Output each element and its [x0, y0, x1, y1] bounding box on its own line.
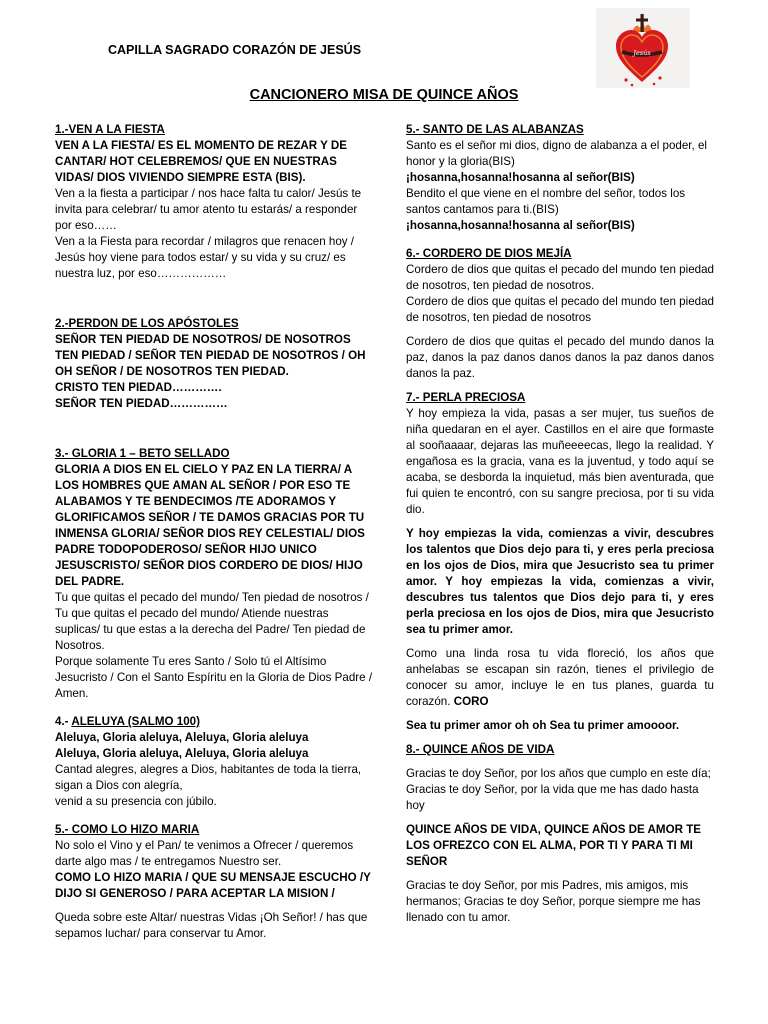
song-title: 8.- QUINCE AÑOS DE VIDA — [406, 743, 555, 756]
song-title: 7.- PERLA PRECIOSA — [406, 391, 526, 404]
song-verse: Bendito el que viene en el nombre del señor, todos los santos cantamos para ti.(BIS) — [406, 187, 686, 216]
song-verse: Porque solamente Tu eres Santo / Solo tú el Altísimo Jesucristo / Con el Santo Espíritu en la Gloria de Dios Padre / Amen. — [55, 655, 373, 700]
song-chorus: ¡hosanna,hosanna!hosanna al señor(BIS) — [406, 219, 635, 232]
song-title: 5.- SANTO DE LAS ALABANZAS — [406, 123, 584, 136]
right-column — [406, 122, 714, 926]
song-line: Sea tu primer amor oh oh Sea tu primer amoooor. — [406, 719, 680, 732]
song-title: 2.-PERDON DE LOS APÓSTOLES — [55, 317, 239, 330]
song-line: Aleluya, Gloria aleluya, Aleluya, Gloria aleluya — [55, 731, 309, 744]
logo-text: Jesús — [633, 49, 651, 57]
song-line: CRISTO TEN PIEDAD…………. — [55, 381, 222, 394]
song-verse: Ven a la Fiesta para recordar / milagros que renacen hoy / Jesús hoy viene para todos estar/ y su vida y su cruz/ es nuestra luz, por eso……………… — [55, 235, 355, 280]
sacred-heart-icon — [596, 8, 690, 88]
song-verse: Cordero de dios que quitas el pecado del mundo ten piedad de nosotros, ten piedad de nosotros — [406, 295, 714, 324]
song-verse: Gracias te doy Señor, por los años que cumplo en este día; Gracias te doy Señor, por la vida que me has dado hasta hoy — [406, 767, 711, 812]
song-verse: Cordero de dios que quitas el pecado del mundo ten piedad de nosotros, ten piedad de nosotros. — [406, 263, 714, 292]
song-chorus: COMO LO HIZO MARIA / QUE SU MENSAJE ESCUCHO /Y DIJO SI GENEROSO / PARA ACEPTAR LA MISION / — [55, 871, 371, 900]
song-title: 1.-VEN A LA FIESTA — [55, 123, 165, 136]
song-verse: Queda sobre este Altar/ nuestras Vidas ¡Oh Señor! / has que sepamos luchar/ para conservar tu Amor. — [55, 911, 368, 940]
song-chorus: VEN A LA FIESTA/ ES EL MOMENTO DE REZAR Y DE CANTAR/ HOT CELEBREMOS/ QUE EN NUESTRAS VIDAS/ DIOS VIVIENDO SIEMPRE ESTA (BIS). — [55, 139, 348, 184]
song-verse: Santo es el señor mi dios, digno de alabanza a el poder, el honor y la gloria(BIS) — [406, 139, 707, 168]
song-title: 5.- COMO LO HIZO MARIA — [55, 823, 200, 836]
chorus-marker: CORO — [453, 695, 489, 708]
song-verse: No solo el Vino y el Pan/ te venimos a Ofrecer / queremos darte algo mas / te entregamos Nuestro ser. — [55, 839, 354, 868]
song-line: Aleluya, Gloria aleluya, Aleluya, Gloria aleluya — [55, 747, 309, 760]
song-line: SEÑOR TEN PIEDAD…………… — [55, 397, 228, 410]
song-chorus: Y hoy empiezas la vida, comienzas a vivir, descubres los talentos que Dios dejo para ti, y eres perla preciosa en los ojos de Dios, mira que Jesucristo sea tu primer amor. Y hoy empiezas la vida, comienzas a vivir, descubres tus talentos que Dios dejo para ti, y eres perla preciosa en los ojos de Dios, mira que Jesucristo sea tu primer amor. — [406, 527, 714, 636]
song-title: 6.- CORDERO DE DIOS MEJÍA — [406, 247, 572, 260]
song-verse: Cantad alegres, alegres a Dios, habitantes de toda la tierra, sigan a Dios con alegría, — [55, 763, 362, 792]
sacred-heart-logo — [596, 8, 690, 88]
chapel-name: CAPILLA SAGRADO CORAZÓN DE JESÚS — [108, 43, 362, 57]
song-title: 4.- ALELUYA (SALMO 100) — [55, 715, 200, 728]
song-verse: Como una linda rosa tu vida floreció, los años que anhelabas se escapan sin razón, tienes el privilegio de conocer su amor, incluye le en tus planes, guarda tu corazón. CORO — [406, 647, 714, 708]
song-verse: Gracias te doy Señor, por mis Padres, mis amigos, mis hermanos; Gracias te doy Señor, porque siempre me has llenado con tu amor. — [406, 879, 701, 924]
document-title: CANCIONERO MISA DE QUINCE AÑOS — [249, 87, 519, 103]
song-chorus: SEÑOR TEN PIEDAD DE NOSOTROS/ DE NOSOTROS TEN PIEDAD / SEÑOR TEN PIEDAD DE NOSOTROS / OH OH SEÑOR / DE NOSOTROS TEN PIEDAD. — [55, 333, 366, 378]
song-chorus: QUINCE AÑOS DE VIDA, QUINCE AÑOS DE AMOR TE LOS OFREZCO CON EL ALMA, POR TI Y PARA TI MI SEÑOR — [406, 823, 702, 868]
song-verse: Y hoy empieza la vida, pasas a ser mujer, tus sueños de niña quedaran en el ayer. Castillos en el aire que formaste al sooñaaaar, dejaras las muñeeeecas, llego la realidad. Y engañosa es la gracia, vana es la juventud, y todo aquí se acaba, se desborda la inquietud, más bien aventurada, que fui quien te encontró, con su sangre preciosa, por ti su vida dio. — [406, 407, 714, 516]
song-title: 3.- GLORIA 1 – BETO SELLADO — [55, 447, 230, 460]
song-verse: Ven a la fiesta a participar / nos hace falta tu calor/ Jesús te invita para celebrar/ tu amor atento tu estarás/ a responder por eso…… — [55, 187, 362, 232]
song-chorus: GLORIA A DIOS EN EL CIELO Y PAZ EN LA TIERRA/ A LOS HOMBRES QUE AMAN AL SEÑOR / POR ESO TE ALABAMOS Y TE BENDECIMOS /TE ADORAMOS Y GLORIFICAMOS SEÑOR / TE DAMOS GRACIAS POR TU INMENSA GLORIA/ SEÑOR DIOS REY CELESTIAL/ DIOS PADRE TODOPODEROSO/ SEÑOR HIJO UNICO JESUSCRISTO/ SEÑOR DIOS CORDERO DE DIOS/ HIJO DEL PADRE. — [55, 463, 365, 588]
song-chorus: ¡hosanna,hosanna!hosanna al señor(BIS) — [406, 171, 635, 184]
song-verse: Tu que quitas el pecado del mundo/ Ten piedad de nosotros / Tu que quitas el pecado del mundo/ Atiende nuestras suplicas/ tu que estas a la derecha del Padre/ Ten piedad de Nosotros. — [55, 591, 369, 652]
song-verse: Cordero de dios que quitas el pecado del mundo danos la paz, danos la paz danos danos danos la paz danos danos danos la paz. — [406, 335, 714, 380]
song-verse: venid a su presencia con júbilo. — [55, 795, 217, 808]
left-column — [55, 122, 373, 942]
